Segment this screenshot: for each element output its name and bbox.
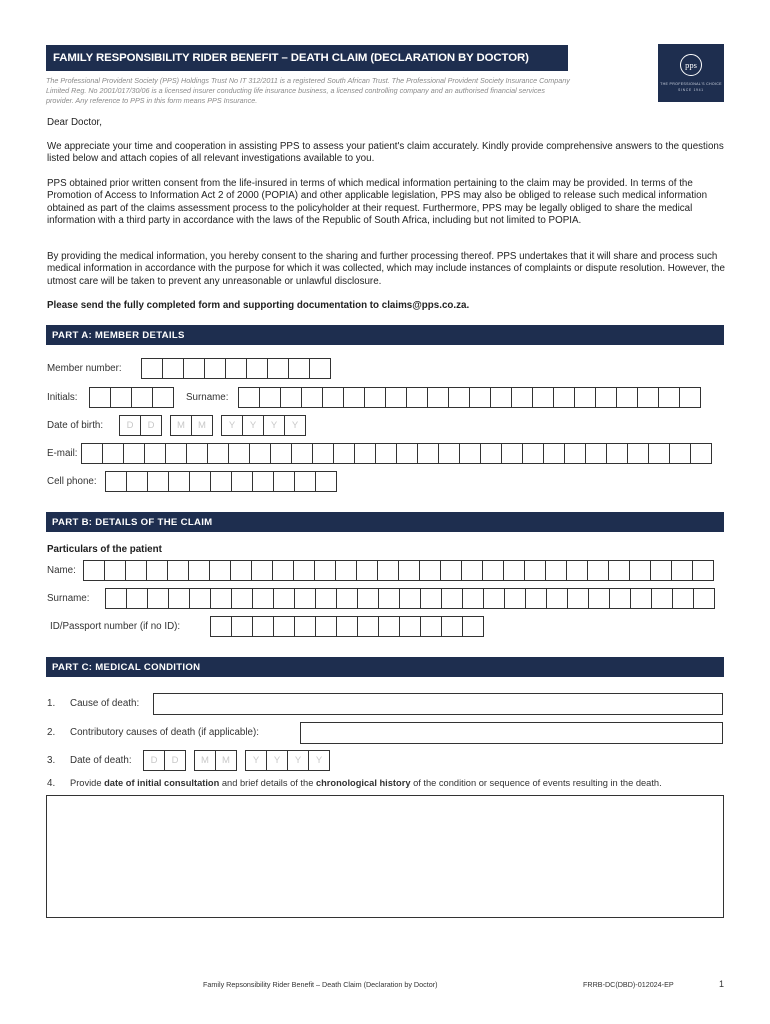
intro-paragraph: We appreciate your time and cooperation in assisting PPS to assess your patient's claim accurately. Kindly provide comprehensive answers to the questions listed below and attach copies of all relevant investigations available to you.	[47, 141, 724, 165]
form-title: FAMILY RESPONSIBILITY RIDER BENEFIT – DEATH CLAIM (DECLARATION BY DOCTOR)	[46, 45, 568, 71]
date-of-death-label: Date of death:	[70, 755, 132, 766]
id-passport-input[interactable]	[210, 616, 483, 637]
consent-paragraph: PPS obtained prior written consent from the life-insured in terms of which medical information pertaining to the claim may be provided. In terms of the Promotion of Access to Information Act 2 of 2000 (POPIA) and other applicable legislation, PPS may also be obliged to release such medical information obtained as part of the claims assessment process to the policyholder at their request. Furthermore, PPS may be legally obliged to share the medical information with a third party in accordance with the laws of the Republic of South Africa, including but not limited to POPIA.	[47, 178, 708, 227]
history-instruction: Provide date of initial consultation and brief details of the chronological history of the condition or sequence of events resulting in the death.	[70, 778, 662, 788]
disclosure-paragraph: By providing the medical information, you hereby consent to the sharing and further processing thereof. PPS undertakes that it will share and process such medical information in accordance with the purpose for which it was collected, which may include instances of complaints or dispute resolution. However, the utmost care will be taken to prevent any unreasonable or unlawful disclosure.	[47, 251, 725, 287]
initials-label: Initials:	[47, 392, 78, 403]
q3-number: 3.	[47, 755, 56, 766]
member-number-input[interactable]	[141, 358, 330, 379]
patient-particulars-heading: Particulars of the patient	[47, 544, 162, 555]
initials-input[interactable]	[89, 387, 173, 408]
member-number-label: Member number:	[47, 363, 122, 374]
email-input[interactable]	[81, 443, 711, 464]
footer-form-code: FRRB-DC(DBD)-012024-EP	[583, 980, 674, 989]
cause-of-death-label: Cause of death:	[70, 698, 140, 709]
page-number: 1	[719, 979, 725, 989]
contributory-causes-input[interactable]	[300, 722, 723, 744]
cause-of-death-input[interactable]	[153, 693, 723, 715]
dob-input[interactable]: D D M M Y Y Y Y	[119, 415, 305, 436]
patient-surname-label: Surname:	[47, 593, 90, 604]
date-of-death-input[interactable]: D D M M Y Y Y Y	[143, 750, 329, 771]
email-label: E-mail:	[47, 448, 78, 459]
footer-title: Family Repsonsibility Rider Benefit – Death Claim (Declaration by Doctor)	[203, 980, 438, 989]
logo-since: SINCE 1941	[678, 88, 704, 92]
legal-disclaimer: The Professional Provident Society (PPS) Holdings Trust No IT 312/2011 is a registered South African Trust. The Professional Provident Society Insurance Company Limited Reg. No 2001/017/30/06 is a licensed insurer conducting life insurance business, a licensed controlling company and an authorised financial services provider. Any reference to PPS in this form means PPS Insurance.	[46, 76, 570, 105]
patient-name-label: Name:	[47, 565, 76, 576]
part-c-header: PART C: MEDICAL CONDITION	[46, 657, 724, 677]
q4-number: 4.	[47, 778, 56, 789]
logo-mark: pps	[680, 54, 702, 76]
q1-number: 1.	[47, 698, 56, 709]
history-textarea[interactable]	[46, 795, 724, 918]
cell-phone-label: Cell phone:	[47, 476, 97, 487]
part-b-header: PART B: DETAILS OF THE CLAIM	[46, 512, 724, 532]
surname-label: Surname:	[186, 392, 229, 403]
contributory-causes-label: Contributory causes of death (if applicable):	[70, 727, 259, 738]
id-passport-label: ID/Passport number (if no ID):	[50, 621, 181, 632]
dob-label: Date of birth:	[47, 420, 104, 431]
part-a-header: PART A: MEMBER DETAILS	[46, 325, 724, 345]
patient-name-input[interactable]	[83, 560, 713, 581]
greeting: Dear Doctor,	[47, 117, 102, 128]
pps-logo	[658, 44, 724, 102]
surname-input[interactable]	[238, 387, 700, 408]
logo-tagline: THE PROFESSIONAL'S CHOICE	[660, 82, 722, 86]
patient-surname-input[interactable]	[105, 588, 714, 609]
cell-phone-input[interactable]	[105, 471, 336, 492]
q2-number: 2.	[47, 727, 56, 738]
send-instructions: Please send the fully completed form and supporting documentation to claims@pps.co.za.	[47, 300, 470, 311]
